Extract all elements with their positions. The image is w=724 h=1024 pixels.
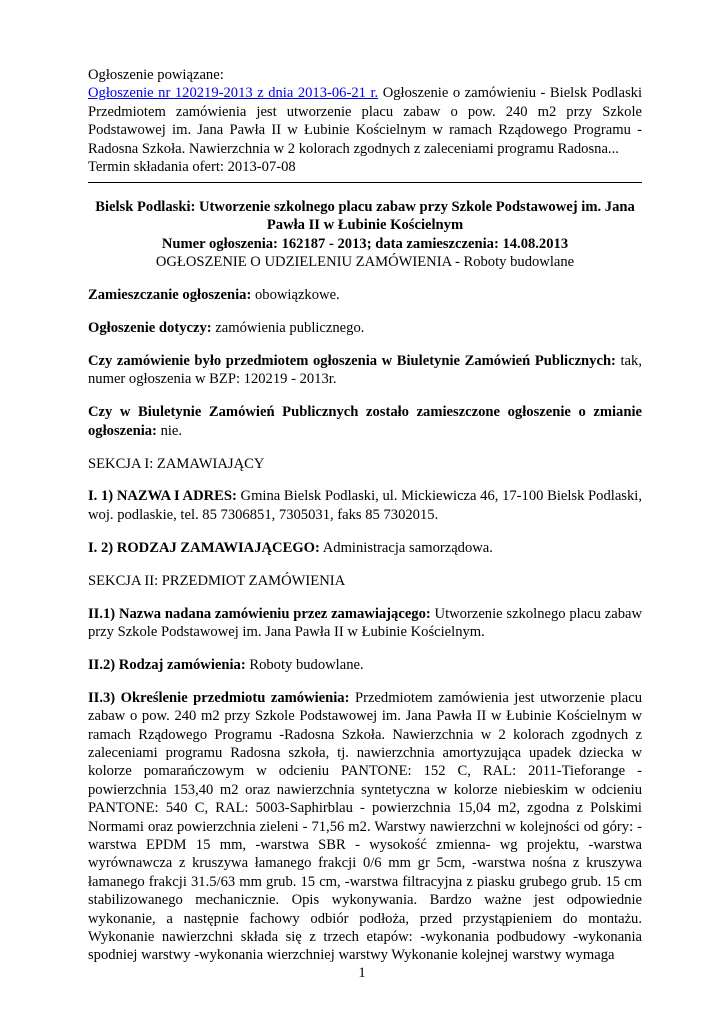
field-value: Administracja samorządowa. bbox=[319, 539, 493, 556]
field-value: Gmina Bielsk Podlaski, ul. Mickiewicza 46, 17-100 Bielsk Podlaski, woj. podlaskie, tel. 85 7306851, 7305031, faks 85 7302015. bbox=[88, 488, 642, 523]
page-number: 1 bbox=[358, 965, 366, 981]
field-bzp-announcement bbox=[88, 352, 642, 389]
field-label: Czy w Biuletynie Zamówień Publicznych zostało zamieszczone ogłoszenie o zmianie ogłoszenia: bbox=[88, 404, 642, 439]
field-label: II.1) Nazwa nadana zamówieniu przez zamawiającego: bbox=[88, 605, 431, 622]
field-value: Utworzenie szkolnego placu zabaw przy Szkole Podstawowej im. Jana Pawła II w Łubinie Kościelnym. bbox=[88, 605, 643, 640]
field-label: II.3) Określenie przedmiotu zamówienia: bbox=[88, 689, 350, 706]
field-contract-kind bbox=[88, 656, 642, 674]
separator-rule bbox=[88, 182, 642, 183]
related-heading: Ogłoszenie powiązane: bbox=[88, 67, 224, 83]
field-label: Zamieszczanie ogłoszenia: bbox=[88, 287, 252, 304]
field-label: Czy zamówienie było przedmiotem ogłoszenia w Biuletynie Zamówień Publicznych: bbox=[88, 352, 616, 369]
notice-title: Bielsk Podlaski: Utworzenie szkolnego placu zabaw przy Szkole Podstawowej im. Jana Pawła II w Łubinie Kościelnym bbox=[95, 198, 635, 234]
field-value: tak, numer ogłoszenia w BZP: 120219 - 2013r. bbox=[88, 352, 642, 388]
field-label: I. 2) RODZAJ ZAMAWIAJĄCEGO: bbox=[88, 539, 320, 556]
notice-type-line: OGŁOSZENIE O UDZIELENIU ZAMÓWIENIA - Roboty budowlane bbox=[155, 254, 575, 271]
field-value: nie. bbox=[156, 422, 183, 439]
field-contracting-type bbox=[88, 539, 642, 557]
related-announcement bbox=[88, 84, 642, 158]
field-publication-mode bbox=[88, 286, 642, 304]
related-deadline: Termin składania ofert: 2013-07-08 bbox=[88, 159, 296, 176]
notice-number-line: Numer ogłoszenia: 162187 - 2013; data zamieszczenia: 14.08.2013 bbox=[161, 235, 569, 252]
field-contract-name bbox=[88, 605, 642, 642]
field-value: Roboty budowlane. bbox=[245, 656, 364, 673]
field-value: zamówienia publicznego. bbox=[211, 319, 365, 336]
field-value: Przedmiotem zamówienia jest utworzenie placu zabaw o pow. 240 m2 przy Szkole Podstawowej im. Jana Pawła II w Łubinie Kościelnym w ramach Rządowego Programu -Radosna Szkoła. Nawierzchnia w 2 kolorach zgodnych z zaleceniami programu Radosna szkoła, tj. nawierzchnia amortyzująca upadek dziecka w kolorze pomarańczowym w odcieniu PANTONE: 152 C, RAL: 2011-Tieforange - powierzchnia 153,40 m2 oraz nawierzchnia syntetyczna w kolorze niebieskim w odcieniu PANTONE: 540 C, RAL: 5003-Saphirblau - powierzchnia 15,04 m2, zgodna z Polskimi Normami oraz powierzchnia zieleni - 71,56 m2. Warstwy nawierzchni w kolejności od góry: -warstwa EPDM 15 mm, -warstwa SBR - wysokość zmienna- wg projektu, -warstwa wyrównawcza z kruszywa łamanego frakcji 0/6 mm gr 5cm, -warstwa nośna z kruszywa łamanego frakcji 31.5/63 mm grub. 15 cm, -warstwa filtracyjna z piasku grubego grub. 15 cm stabilizowanego mechanicznie. Opis wykonywania. Bardzo ważne jest odpowiednie wykonanie, a następnie fachowy odbiór podłoża, przed przystąpieniem do montażu. Wykonanie nawierzchni składa się z trzech etapów: -wykonania podbudowy -wykonania spodniej warstwy -wykonania wierzchniej warstwy Wykonanie kolejnej warstwy wymaga bbox=[88, 689, 642, 964]
field-label: I. 1) NAZWA I ADRES: bbox=[88, 488, 237, 505]
field-contract-subject bbox=[88, 689, 642, 965]
field-label: II.2) Rodzaj zamówienia: bbox=[88, 656, 246, 673]
field-bzp-change bbox=[88, 403, 642, 440]
field-value: obowiązkowe. bbox=[251, 287, 340, 304]
field-label: Ogłoszenie dotyczy: bbox=[88, 319, 212, 336]
related-announcement-text: Ogłoszenie o zamówieniu - Bielsk Podlaski Przedmiotem zamówienia jest utworzenie placu zabaw o pow. 240 m2 przy Szkole Podstawowej im. Jana Pawła II w Łubinie Kościelnym w ramach Rządowego Programu - Radosna Szkoła. Nawierzchnia w 2 kolorach zgodnych z zaleceniami programu Radosna... bbox=[88, 85, 642, 157]
field-notice-concerns bbox=[88, 319, 642, 337]
related-announcement-link[interactable]: Ogłoszenie nr 120219-2013 z dnia 2013-06-21 r. bbox=[88, 85, 379, 102]
section-2-heading: SEKCJA II: PRZEDMIOT ZAMÓWIENIA bbox=[88, 572, 346, 589]
section-1-heading: SEKCJA I: ZAMAWIAJĄCY bbox=[88, 455, 265, 472]
field-name-address bbox=[88, 487, 642, 524]
document-page bbox=[88, 66, 642, 965]
